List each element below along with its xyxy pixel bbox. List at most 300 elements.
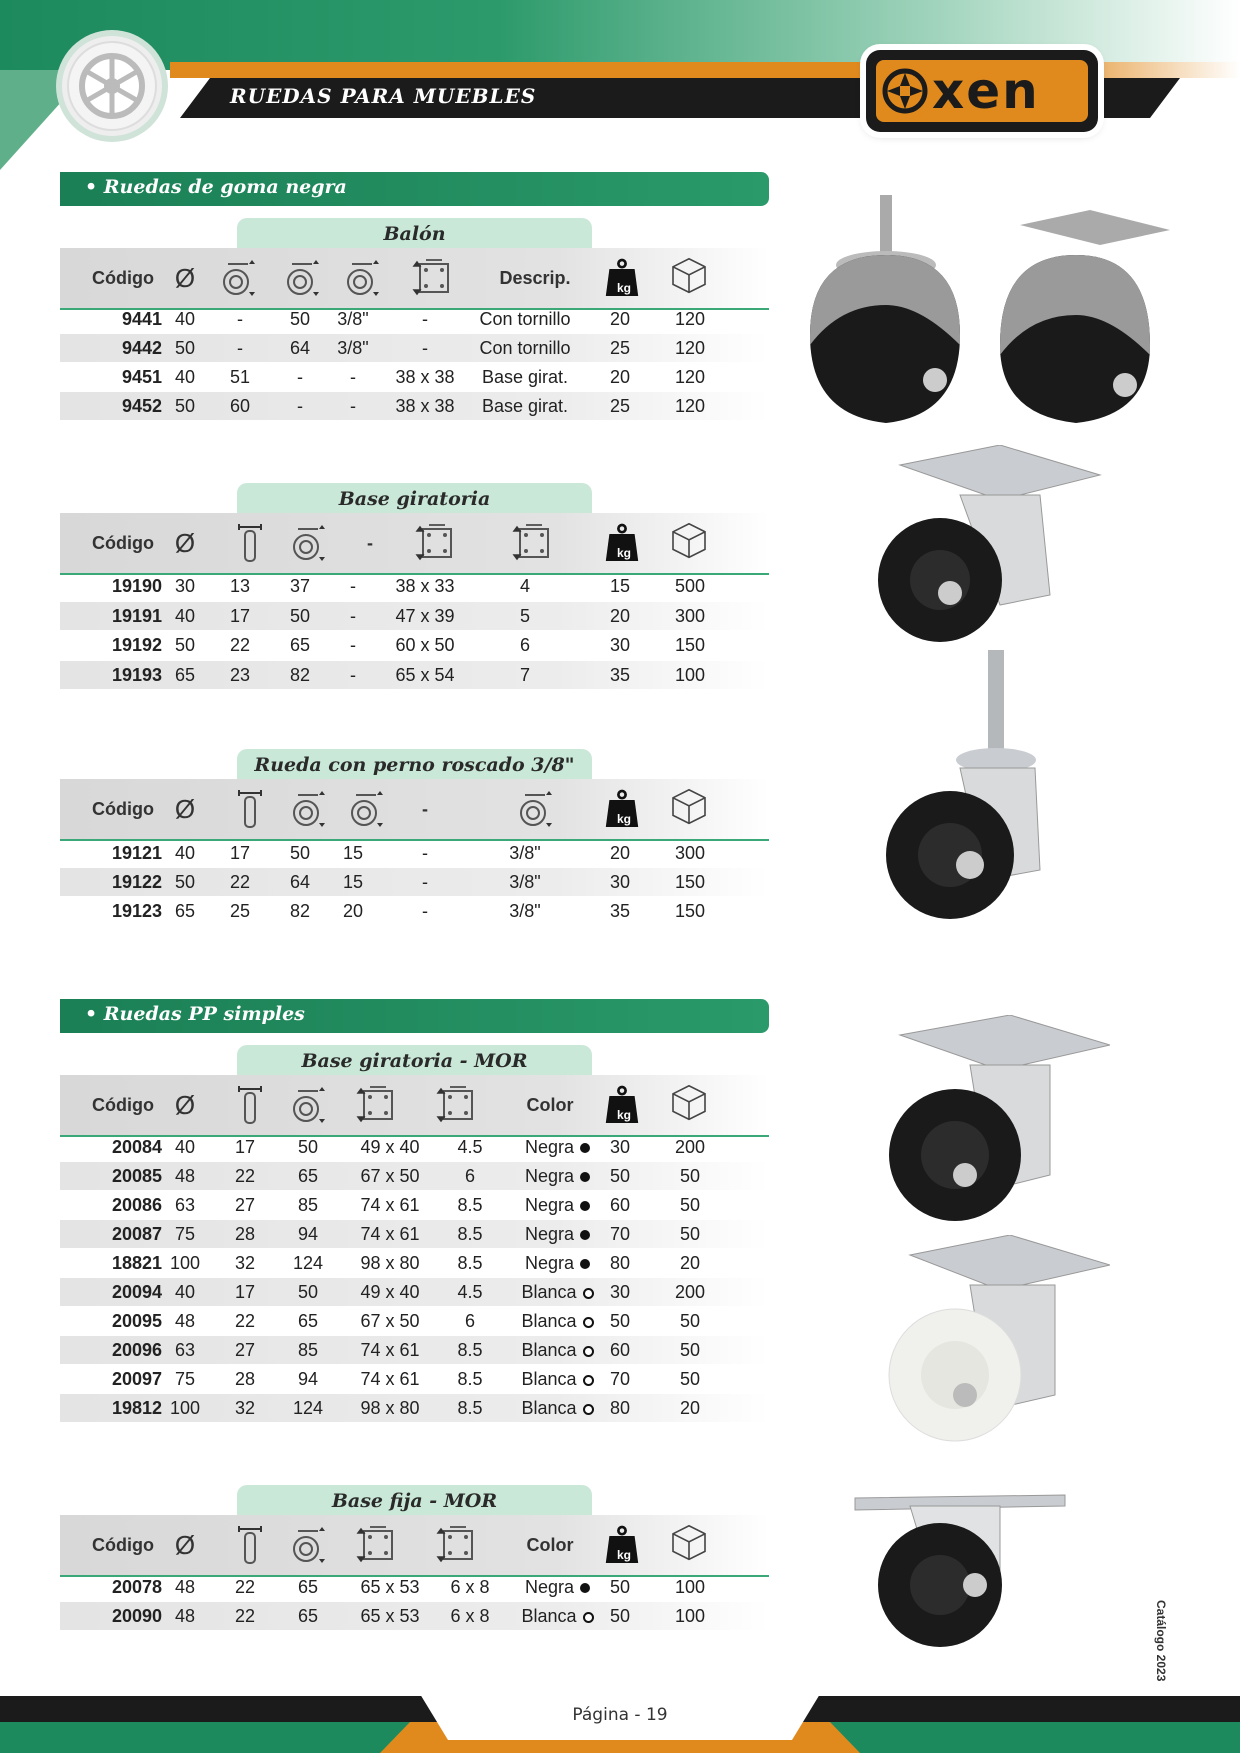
table-cell: 120 (674, 338, 706, 358)
table-cell: - (422, 843, 428, 863)
product-code: 19190 (111, 576, 162, 596)
table-cell: - (297, 396, 303, 416)
wheel-height-icon (288, 1085, 328, 1125)
table-cell: - (350, 664, 356, 685)
box-quantity-icon (664, 1521, 714, 1561)
table-cell: 94 (297, 1224, 319, 1244)
table-cell: 82 (289, 664, 311, 685)
table-cell: 38 x 38 (395, 367, 455, 387)
table-cell: 38 x 33 (395, 576, 455, 596)
section-header-goma: • Ruedas de goma negra (60, 172, 769, 206)
table-cell: Blanca (495, 1278, 620, 1306)
box-quantity-icon (664, 1081, 714, 1121)
table-cell: 25 (609, 338, 631, 358)
table-cell: 30 (609, 1282, 631, 1302)
table-cell: 20 (609, 309, 631, 329)
plate-size-icon (356, 1525, 400, 1565)
table-cell: 49 x 40 (360, 1282, 420, 1302)
wheel-height-icon (288, 789, 328, 829)
table-row (60, 602, 769, 630)
table-cell: 49 x 40 (360, 1137, 420, 1157)
table-cell: 60 (609, 1195, 631, 1215)
table-cell: 20 (679, 1253, 701, 1273)
table-cell: 40 (174, 1137, 196, 1157)
table-cell: 50 (679, 1369, 701, 1389)
table-cell: 50 (679, 1224, 701, 1244)
table-cell: 50 (174, 396, 196, 416)
table-cell: 8.5 (457, 1224, 483, 1244)
table-cell: 27 (234, 1340, 256, 1360)
table-cell: 17 (229, 605, 251, 626)
table-cell: 23 (229, 664, 251, 685)
table-cell: 6 (464, 1311, 475, 1331)
product-code: 19193 (111, 664, 162, 685)
table-cell: 6 (464, 1166, 475, 1186)
table-cell: 30 (609, 1137, 631, 1157)
product-code: 20095 (111, 1311, 162, 1331)
table-row (60, 305, 769, 333)
table-cell: 28 (234, 1224, 256, 1244)
table-row (60, 572, 769, 600)
table-row (60, 1162, 769, 1190)
table-subtitle: Base fija - MOR (237, 1485, 592, 1517)
table-cell: Negra (495, 1220, 620, 1248)
table-cell: 75 (174, 1369, 196, 1389)
table-row (60, 1133, 769, 1161)
table-cell: 6 x 8 (450, 1606, 490, 1626)
weight-icon (604, 258, 640, 298)
hole-size-icon (436, 1085, 480, 1125)
thread-icon (515, 789, 555, 829)
table-cell: 48 (174, 1166, 196, 1186)
wheel-icon (62, 36, 162, 136)
table-cell: 50 (174, 872, 196, 892)
table-cell: 70 (609, 1224, 631, 1244)
table-cell: 74 x 61 (360, 1369, 420, 1389)
col-empty: - (422, 799, 428, 819)
table-header (60, 779, 769, 841)
table-cell: 27 (234, 1195, 256, 1215)
product-code: 9442 (121, 338, 162, 358)
table-cell: Blanca (495, 1336, 620, 1364)
product-code: 18821 (111, 1253, 162, 1273)
table-row (60, 1191, 769, 1219)
table-cell: 8.5 (457, 1369, 483, 1389)
product-code: 19121 (111, 843, 162, 863)
table-row (60, 897, 769, 925)
table-cell: 32 (234, 1398, 256, 1418)
table-cell: - (237, 338, 243, 358)
table-cell: 65 x 53 (360, 1577, 420, 1597)
table-cell: 35 (609, 901, 631, 921)
table-cell: 22 (229, 635, 251, 655)
table-row (60, 1336, 769, 1364)
table-cell: 22 (234, 1606, 256, 1626)
table-cell: 48 (174, 1577, 196, 1597)
table-cell: 60 (229, 396, 251, 416)
table-header (60, 1515, 769, 1577)
product-code: 20086 (111, 1195, 162, 1215)
product-code: 20090 (111, 1606, 162, 1626)
table-cell: 94 (297, 1369, 319, 1389)
table-cell: 48 (174, 1311, 196, 1331)
product-code: 19122 (111, 872, 162, 892)
table-cell: 300 (674, 605, 706, 626)
table-cell: - (422, 901, 428, 921)
wheel-width-icon (235, 1085, 265, 1125)
box-quantity-icon (664, 519, 714, 559)
col-color: Color (526, 1095, 574, 1115)
table-cell: 22 (234, 1311, 256, 1331)
table-row (60, 363, 769, 391)
hole-size-icon (436, 1525, 480, 1565)
logo-wheel-icon (882, 68, 928, 114)
table-cell: 20 (609, 843, 631, 863)
product-image-ball-casters (800, 195, 1180, 435)
table-cell: 100 (169, 1253, 201, 1273)
table-cell: Blanca (495, 1602, 620, 1630)
table-cell: 7 (519, 664, 530, 685)
table-cell: 82 (289, 901, 311, 921)
table-cell: 50 (297, 1282, 319, 1302)
table-row (60, 839, 769, 867)
wheel-width-icon (235, 1525, 265, 1565)
table-cell: 200 (674, 1137, 706, 1157)
table-cell: Con tornillo (479, 309, 571, 329)
table-subtitle: Base giratoria - MOR (237, 1045, 592, 1077)
table-cell: 80 (609, 1253, 631, 1273)
product-image-swivel-caster (860, 445, 1110, 645)
table-cell: 32 (234, 1253, 256, 1273)
black-dot-icon (580, 1201, 590, 1211)
table-header (60, 248, 769, 310)
col-empty: - (367, 533, 373, 553)
table-cell: Blanca (495, 1365, 620, 1393)
table-cell: 50 (609, 1577, 631, 1597)
wheel-width-icon (235, 523, 265, 563)
col-description: Descrip. (499, 268, 571, 288)
table-cell: 50 (609, 1606, 631, 1626)
table-cell: 40 (174, 367, 196, 387)
table-cell: 120 (674, 367, 706, 387)
black-dot-icon (580, 1172, 590, 1182)
table-cell: 37 (289, 576, 311, 596)
table-cell: - (422, 338, 428, 358)
table-cell: 65 (289, 635, 311, 655)
table-cell: 50 (679, 1166, 701, 1186)
table-cell: 65 (297, 1166, 319, 1186)
weight-icon (604, 523, 640, 563)
table-cell: 3/8" (337, 309, 369, 329)
table-cell: 17 (234, 1137, 256, 1157)
table-cell: 15 (609, 576, 631, 596)
product-image-pp-white-caster (870, 1235, 1110, 1445)
box-quantity-icon (664, 785, 714, 825)
table-cell: 8.5 (457, 1253, 483, 1273)
col-diameter: Ø (174, 263, 196, 293)
table-row (60, 1278, 769, 1306)
table-cell: - (422, 309, 428, 329)
table-cell: - (350, 635, 356, 655)
table-cell: 4 (519, 576, 530, 596)
table-subtitle: Rueda con perno roscado 3/8" (237, 749, 592, 781)
table-cell: 22 (234, 1166, 256, 1186)
table-cell: Negra (495, 1162, 620, 1190)
table-cell: 150 (674, 635, 706, 655)
plate-size-icon (412, 258, 456, 298)
col-code: Código (92, 533, 154, 553)
wheel-height-icon (288, 523, 328, 563)
black-dot-icon (580, 1230, 590, 1240)
brand-name: xen (932, 62, 1040, 120)
table-cell: 100 (674, 1606, 706, 1626)
table-cell: 40 (174, 309, 196, 329)
table-row (60, 1394, 769, 1422)
table-cell: - (350, 576, 356, 596)
table-cell: Negra (495, 1133, 620, 1161)
table-cell: 40 (174, 843, 196, 863)
table-cell: Con tornillo (479, 338, 571, 358)
wheel-height-icon (218, 258, 258, 298)
table-cell: 4.5 (457, 1137, 483, 1157)
table-cell: 74 x 61 (360, 1340, 420, 1360)
table-cell: Blanca (495, 1307, 620, 1335)
table-cell: 74 x 61 (360, 1195, 420, 1215)
table-cell: 65 (174, 664, 196, 685)
table-cell: 500 (674, 576, 706, 596)
table-cell: 30 (609, 635, 631, 655)
table-cell: 51 (229, 367, 251, 387)
table-cell: 120 (674, 309, 706, 329)
table-cell: 13 (229, 576, 251, 596)
table-cell: 22 (234, 1577, 256, 1597)
table-row (60, 631, 769, 659)
weight-icon (604, 1085, 640, 1125)
table-cell: 15 (342, 872, 364, 892)
table-cell: 100 (674, 664, 706, 685)
table-cell: 60 (609, 1340, 631, 1360)
table-cell: 3/8" (509, 901, 541, 921)
table-cell: Negra (495, 1573, 620, 1601)
table-cell: Base girat. (481, 396, 569, 416)
page-number: Página - 19 (572, 1705, 668, 1725)
table-cell: 50 (679, 1195, 701, 1215)
table-cell: 35 (609, 664, 631, 685)
table-cell: 100 (674, 1577, 706, 1597)
table-cell: - (350, 367, 356, 387)
table-cell: 60 x 50 (395, 635, 455, 655)
section-header-pp: • Ruedas PP simples (60, 999, 769, 1033)
table-cell: 40 (174, 1282, 196, 1302)
product-code: 9441 (121, 309, 162, 329)
table-row (60, 1365, 769, 1393)
hole-size-icon (512, 523, 556, 563)
product-code: 20084 (111, 1137, 162, 1157)
table-cell: 38 x 38 (395, 396, 455, 416)
table-cell: 8.5 (457, 1340, 483, 1360)
col-code: Código (92, 1535, 154, 1555)
catalog-label: Catálogo 2023 (1154, 1600, 1168, 1682)
table-cell: 50 (289, 309, 311, 329)
table-cell: - (297, 367, 303, 387)
table-cell: 65 (297, 1606, 319, 1626)
product-code: 20078 (111, 1577, 162, 1597)
wheel-height-icon (288, 1525, 328, 1565)
table-cell: 20 (679, 1398, 701, 1418)
product-code: 9451 (121, 367, 162, 387)
table-cell: 65 (174, 901, 196, 921)
table-cell: 67 x 50 (360, 1311, 420, 1331)
table-row (60, 1249, 769, 1277)
table-cell: 63 (174, 1195, 196, 1215)
table-cell: 50 (609, 1166, 631, 1186)
table-cell: 65 x 54 (395, 664, 455, 685)
product-code: 20087 (111, 1224, 162, 1244)
table-cell: - (422, 872, 428, 892)
table-header (60, 1075, 769, 1137)
product-image-fixed-caster (850, 1490, 1080, 1650)
table-cell: 64 (289, 338, 311, 358)
table-cell: Negra (495, 1191, 620, 1219)
table-cell: 50 (297, 1137, 319, 1157)
product-code: 19192 (111, 635, 162, 655)
table-row (60, 1602, 769, 1630)
table-cell: 150 (674, 901, 706, 921)
table-cell: Base girat. (481, 367, 569, 387)
table-cell: 50 (609, 1311, 631, 1331)
table-cell: 64 (289, 872, 311, 892)
table-row (60, 868, 769, 896)
svg-text:kg: kg (616, 812, 632, 826)
table-cell: 15 (342, 843, 364, 863)
table-cell: 65 (297, 1311, 319, 1331)
page-title: RUEDAS PARA MUEBLES (230, 84, 537, 108)
svg-text:kg: kg (616, 1108, 632, 1122)
table-cell: 8.5 (457, 1195, 483, 1215)
col-code: Código (92, 1095, 154, 1115)
table-cell: 200 (674, 1282, 706, 1302)
table-cell: 85 (297, 1195, 319, 1215)
product-code: 20094 (111, 1282, 162, 1302)
col-diameter: Ø (174, 794, 196, 824)
svg-text:kg: kg (616, 1548, 632, 1562)
table-cell: 300 (674, 843, 706, 863)
table-cell: 100 (169, 1398, 201, 1418)
product-code: 9452 (121, 396, 162, 416)
table-cell: 20 (342, 901, 364, 921)
product-code: 19123 (111, 901, 162, 921)
table-subtitle: Base giratoria (237, 483, 592, 515)
table-cell: 74 x 61 (360, 1224, 420, 1244)
svg-text:kg: kg (616, 281, 632, 295)
table-cell: 65 (297, 1577, 319, 1597)
box-quantity-icon (664, 254, 714, 294)
black-dot-icon (580, 1583, 590, 1593)
table-row (60, 1307, 769, 1335)
table-row (60, 1220, 769, 1248)
table-cell: 75 (174, 1224, 196, 1244)
thread-icon (342, 258, 382, 298)
product-image-pp-black-caster (870, 1015, 1110, 1225)
product-code: 20096 (111, 1340, 162, 1360)
table-subtitle: Balón (237, 218, 592, 250)
table-cell: 50 (289, 605, 311, 626)
table-cell: 3/8" (509, 843, 541, 863)
col-diameter: Ø (174, 1530, 196, 1560)
table-cell: 124 (292, 1398, 324, 1418)
table-cell: Negra (495, 1249, 620, 1277)
table-cell: 6 x 8 (450, 1577, 490, 1597)
col-diameter: Ø (174, 528, 196, 558)
black-dot-icon (580, 1259, 590, 1269)
table-cell: 85 (297, 1340, 319, 1360)
table-cell: 150 (674, 872, 706, 892)
table-cell: 65 x 53 (360, 1606, 420, 1626)
table-cell: 63 (174, 1340, 196, 1360)
table-cell: 30 (609, 872, 631, 892)
table-cell: 48 (174, 1606, 196, 1626)
table-cell: 3/8" (509, 872, 541, 892)
product-code: 20097 (111, 1369, 162, 1389)
wheel-height-icon (282, 258, 322, 298)
table-cell: 98 x 80 (360, 1398, 420, 1418)
table-cell: 70 (609, 1369, 631, 1389)
product-image-threaded-caster (870, 650, 1070, 930)
table-cell: 20 (609, 605, 631, 626)
black-dot-icon (580, 1143, 590, 1153)
table-cell: 5 (519, 605, 530, 626)
table-cell: 17 (234, 1282, 256, 1302)
table-cell: 30 (174, 576, 196, 596)
table-header (60, 513, 769, 575)
col-diameter: Ø (174, 1090, 196, 1120)
table-cell: 3/8" (337, 338, 369, 358)
table-row (60, 334, 769, 362)
table-cell: Blanca (495, 1394, 620, 1422)
table-cell: 6 (519, 635, 530, 655)
table-cell: 47 x 39 (395, 605, 455, 626)
weight-icon (604, 789, 640, 829)
col-code: Código (92, 268, 154, 288)
table-cell: 50 (679, 1340, 701, 1360)
table-cell: 67 x 50 (360, 1166, 420, 1186)
table-cell: 50 (679, 1311, 701, 1331)
table-row (60, 661, 769, 689)
table-cell: 22 (229, 872, 251, 892)
svg-text:kg: kg (616, 546, 632, 560)
plate-size-icon (415, 523, 459, 563)
col-color: Color (526, 1535, 574, 1555)
table-cell: 50 (174, 338, 196, 358)
product-code: 19191 (111, 605, 162, 626)
table-cell: 80 (609, 1398, 631, 1418)
brand-logo (866, 50, 1098, 132)
table-cell: 20 (609, 367, 631, 387)
table-cell: 98 x 80 (360, 1253, 420, 1273)
table-cell: - (237, 309, 243, 329)
product-code: 19812 (111, 1398, 162, 1418)
table-cell: 50 (289, 843, 311, 863)
table-cell: - (350, 605, 356, 626)
table-cell: 4.5 (457, 1282, 483, 1302)
table-cell: 25 (609, 396, 631, 416)
table-cell: 25 (229, 901, 251, 921)
weight-icon (604, 1525, 640, 1565)
table-cell: 17 (229, 843, 251, 863)
table-cell: 8.5 (457, 1398, 483, 1418)
table-cell: 124 (292, 1253, 324, 1273)
table-cell: 50 (174, 635, 196, 655)
